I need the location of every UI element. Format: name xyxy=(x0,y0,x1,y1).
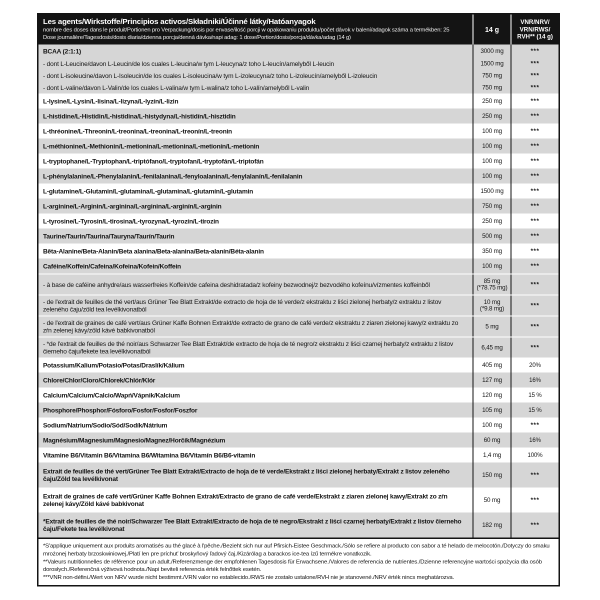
ingredient-label: - dont L-Leucine/davon L-Leucin/de los cuales L-leucina/w tym L-leucyna/z toho L-leucín/amelyből L-leucin xyxy=(39,58,474,70)
amount-cell: 500 mg xyxy=(474,229,512,244)
ingredient-row xyxy=(39,199,559,214)
amount-cell: 3000 mg xyxy=(474,45,512,58)
ingredient-row xyxy=(39,58,559,70)
ingredient-row xyxy=(39,45,559,58)
ingredient-label: Extrait de feuilles de thé vert/Grüner Tee Blatt Extrakt/Extracto de hoja de té verde/Ekstrakt z liści zielonej herbaty/Extrakt z listov zeleného čaju/Zöld tea levélkivonat xyxy=(39,463,474,488)
ingredient-row xyxy=(39,463,559,488)
header-amount-column: 14 g xyxy=(474,15,512,45)
ingredient-label: Calcium/Calcium/Calcio/Wapń/Vápnik/Kalcium xyxy=(39,388,474,403)
nrv-cell: *** xyxy=(530,302,540,310)
ingredient-row xyxy=(39,154,559,169)
header-ingredients-cell xyxy=(39,15,474,45)
ingredient-row xyxy=(39,259,559,274)
ingredient-label: Vitamine B6/Vitamin B6/Vitamina B6/Witamina B6/Vitamín B6/B6-vitamin xyxy=(39,448,474,463)
nrv-cell: *** xyxy=(530,496,540,504)
ingredient-row xyxy=(39,169,559,184)
nrv-cell: 16% xyxy=(529,436,541,444)
nrv-header-line: VRN/RWS/ xyxy=(519,25,551,33)
nutrition-facts-table xyxy=(37,13,560,587)
ingredient-label: - de l'extrait de feuilles de thé vert/aus Grüner Tee Blatt Extrakt/de extracto de hoja de té verde/z ekstraktu z liści zielonej herbaty/z extraktu z listov zeleného čaju/zöld tea levélkivonatból xyxy=(39,296,474,316)
amount-cell: 5 mg xyxy=(474,317,512,337)
amount-cell: 350 mg xyxy=(474,244,512,259)
ingredient-row xyxy=(39,358,559,373)
ingredient-row xyxy=(39,124,559,139)
nrv-cell: *** xyxy=(530,72,540,80)
table-rows xyxy=(39,45,559,538)
nrv-header-line: RVH** (14 g) xyxy=(517,33,553,41)
ingredient-label: Bêta-Alanine/Beta-Alanin/Beta alanina/Beta-alanina/Beta-alanín/Béta-alanin xyxy=(39,244,474,259)
amount-cell: 60 mg xyxy=(474,433,512,448)
ingredient-row xyxy=(39,316,559,337)
ingredient-label: BCAA (2:1:1) xyxy=(39,45,474,58)
ingredient-label: Sodium/Natrium/Sodio/Sód/Sodík/Nátrium xyxy=(39,418,474,433)
nrv-cell: *** xyxy=(530,84,540,92)
amount-cell: 6,45 mg xyxy=(474,338,512,358)
footnote: ***VNR non-défini./Wert von NRV wurde nicht bestimmt./VRN valor no establecido./RWS nie zostało ustalone/RVH nie je stanovené./NRV érték nincs meghatározva. xyxy=(43,573,455,581)
amount-cell: 50 mg xyxy=(474,488,512,513)
nrv-cell: *** xyxy=(530,217,540,225)
amount-cell: 1,4 mg xyxy=(474,448,512,463)
ingredient-label: L-phénylalanine/L-Phenylalanin/L-fenilalanina/L-fenyloalanina/L-fenylalanín/L-fenilalanin xyxy=(39,169,474,184)
ingredient-label: *Extrait de feuilles de thé noir/Schwarzer Tee Blatt Extrakt/Extracto de hoja de té negro/Ekstrakt z liści czarnej herbaty/Extrakt z listov čierneho čaju/Fekete tea levélkivonat xyxy=(39,513,474,538)
ingredient-label: Phosphore/Phosphor/Fósforo/Fosfor/Fosfor/Foszfor xyxy=(39,403,474,418)
amount-cell: 100 mg xyxy=(474,124,512,139)
header-servings-line: nombre des doses dans le produit/Portionen pro Verpackung/dosis por envase/ilość porcji w opakowaniu produktu/počet dávok v balení/adagok száma a termékben: 25 xyxy=(43,26,450,33)
amount-cell: 1500 mg xyxy=(474,184,512,199)
footnotes xyxy=(39,538,559,585)
amount-cell: 100 mg xyxy=(474,418,512,433)
ingredient-label: - de l'extrait de graines de café vert/aus Grüner Kaffe Bohnen Extrakt/de extracto de grano de café verde/z ekstraktu z ziaren zielonej kawy/z extraktu zo zŕn zelenej kávy/zöld kávé babkivonatból xyxy=(39,317,474,337)
ingredient-row xyxy=(39,214,559,229)
ingredient-label: - à base de caféine anhydre/aus wasserfreies Koffein/de cafeina deshidratada/z kofeiny bezwodnej/z bezvodého kofeínu/vízmentes koffeinből xyxy=(39,275,474,295)
ingredient-row xyxy=(39,274,559,295)
amount-cell: 250 mg xyxy=(474,214,512,229)
ingredient-row xyxy=(39,418,559,433)
amount-cell: 100 mg xyxy=(474,169,512,184)
ingredient-label: - *de l'extrait de feuilles de thé noir/aus Schwarzer Tee Blatt Extrakt/de extracto de hoja de té negro/z ekstraktu z liści czarnej herbaty/z extraktu z listov čierneho čaju/fekete tea levélkivonatból xyxy=(39,338,474,358)
amount-cell: 127 mg xyxy=(474,373,512,388)
ingredient-row xyxy=(39,388,559,403)
nrv-cell: *** xyxy=(530,262,540,270)
ingredient-label: L-méthionine/L-Methionin/L-metionina/L-metionina/L-metionín/L-metionin xyxy=(39,139,474,154)
ingredient-label: L-tyrosine/L-Tyrosin/L-tirosina/L-tyrozyna/L-tyrozín/L-tirozin xyxy=(39,214,474,229)
nrv-cell: *** xyxy=(530,281,540,289)
nrv-cell: *** xyxy=(530,232,540,240)
nrv-cell: 100% xyxy=(527,451,543,459)
ingredient-row xyxy=(39,82,559,94)
header-daily-dose-line: Dose journalière/Tagesdosis/dosis diaria/dzienna porcja/denná dávka/napi adag: 1 dose/Portion/dosis/porcja/dávka/adag (14 g) xyxy=(43,33,351,41)
ingredient-label: Taurine/Taurin/Taurina/Tauryna/Taurín/Taurin xyxy=(39,229,474,244)
nrv-cell: 20% xyxy=(529,361,541,369)
nrv-cell: *** xyxy=(530,421,540,429)
ingredient-label: L-arginine/L-Arginin/L-arginina/L-arginina/L-arginín/L-arginin xyxy=(39,199,474,214)
amount-cell: 85 mg (*78.75 mg) xyxy=(474,275,512,295)
nrv-cell: *** xyxy=(530,172,540,180)
ingredient-row xyxy=(39,184,559,199)
ingredient-label: Caféine/Koffein/Cafeina/Kofeina/Kofein/Koffein xyxy=(39,259,474,274)
nrv-cell: *** xyxy=(530,157,540,165)
nrv-cell: *** xyxy=(530,344,540,352)
ingredient-label: L-glutamine/L-Glutamin/L-glutamina/L-glutamina/L-glutamín/L-glutamin xyxy=(39,184,474,199)
amount-cell: 105 mg xyxy=(474,403,512,418)
ingredient-label: L-thréonine/L-Threonin/L-treonina/L-treonina/L-treonín/L-treonin xyxy=(39,124,474,139)
nrv-cell: *** xyxy=(530,521,540,529)
ingredient-label: - dont L-valine/davon L-Valin/de los cuales L-valina/w tym L-walina/z toho L-valín/amelyből L-valin xyxy=(39,82,474,94)
nrv-cell: *** xyxy=(530,112,540,120)
ingredient-row xyxy=(39,448,559,463)
header-title: Les agents/Wirkstoffe/Principios activos/Składniki/Účinné látky/Hatóanyagok xyxy=(43,17,316,26)
nrv-cell: 16% xyxy=(529,376,541,384)
ingredient-row xyxy=(39,139,559,154)
amount-cell: 1500 mg xyxy=(474,58,512,70)
ingredient-label: L-lysine/L-Lysin/L-lisina/L-lizyna/L-lyzín/L-lizin xyxy=(39,94,474,109)
amount-cell: 750 mg xyxy=(474,82,512,94)
footnote: *S'applique uniquement aux produits aromatisés au thé glacé à l'pêche./Bezieht sich nur auf Pfirsich-Eistee Geschmack./Sólo se refiere al producto con sabor a té helado de melocotón./Dotyczy do smaku mrożonej herbaty brzoskwiniowej./Platí len pre príchuť broskyňový ľadový čaj./Kizárólag a barackos ice-tea ízű termékre vonatkozik. xyxy=(43,542,550,558)
nrv-cell: *** xyxy=(530,202,540,210)
ingredient-label: Magnésium/Magnesium/Magnesio/Magnez/Horčík/Magnézium xyxy=(39,433,474,448)
amount-cell: 750 mg xyxy=(474,199,512,214)
nrv-cell: *** xyxy=(530,60,540,68)
amount-cell: 250 mg xyxy=(474,94,512,109)
ingredient-row xyxy=(39,94,559,109)
ingredient-row xyxy=(39,513,559,538)
ingredient-row xyxy=(39,109,559,124)
nrv-cell: *** xyxy=(530,127,540,135)
amount-cell: 750 mg xyxy=(474,70,512,82)
nrv-cell: *** xyxy=(530,247,540,255)
amount-cell: 150 mg xyxy=(474,463,512,488)
nrv-cell: *** xyxy=(530,187,540,195)
nrv-cell: *** xyxy=(530,471,540,479)
ingredient-label: Extrait de graines de café vert/Grüner Kaffe Bohnen Extrakt/Extracto de grano de café verde/Ekstrakt z ziaren zielonej kawy/Extrakt zo zŕn zelenej kávy/Zöld kávé babkivonat xyxy=(39,488,474,513)
amount-cell: 100 mg xyxy=(474,139,512,154)
ingredient-label: L-tryptophane/L-Tryptophan/L-triptófano/L-tryptofan/L-tryptofán/L-triptofán xyxy=(39,154,474,169)
ingredient-row xyxy=(39,373,559,388)
amount-cell: 100 mg xyxy=(474,154,512,169)
ingredient-label: Chlore/Chlor/Cloro/Chlorek/Chlór/Klór xyxy=(39,373,474,388)
ingredient-row xyxy=(39,244,559,259)
table-header xyxy=(39,15,559,45)
amount-cell: 405 mg xyxy=(474,358,512,373)
ingredient-row xyxy=(39,433,559,448)
nrv-cell: *** xyxy=(530,47,540,55)
amount-cell: 182 mg xyxy=(474,513,512,538)
nrv-cell: *** xyxy=(530,142,540,150)
amount-cell: 100 mg xyxy=(474,259,512,274)
ingredient-label: - dont L-isoleucine/davon L-Isoleucin/de los cuales L-isoleucina/w tym L-izoleucyna/z toho L-izoleucín/amelyből L-izoleucin xyxy=(39,70,474,82)
ingredient-row xyxy=(39,488,559,513)
amount-cell: 10 mg (*9.8 mg) xyxy=(474,296,512,316)
ingredient-label: Potassium/Kalium/Potasio/Potas/Draslík/Kálium xyxy=(39,358,474,373)
nrv-cell: *** xyxy=(530,323,540,331)
ingredient-row xyxy=(39,403,559,418)
nrv-cell: 15 % xyxy=(528,391,542,399)
ingredient-label: L-histidine/L-Histidin/L-histidina/L-histydyna/L-histidín/L-hisztidin xyxy=(39,109,474,124)
nrv-header-line: VNR/NRV/ xyxy=(520,18,550,26)
amount-cell: 120 mg xyxy=(474,388,512,403)
header-nrv-column xyxy=(512,15,559,45)
ingredient-row xyxy=(39,295,559,316)
footnote: **Valeurs nutritionnelles de référence pour un adult./Referenzmenge der empfohlenen Tagesdosis für Erwachsene./Valores de referencia de nutrientes./Dzienne referencyjne wartości spożycia dla osób dorosłych./Referenčná výživová hodnota./Napi beviteli referencia érték felnőttek esetén. xyxy=(43,557,542,573)
amount-cell: 250 mg xyxy=(474,109,512,124)
nrv-cell: *** xyxy=(530,97,540,105)
ingredient-row xyxy=(39,229,559,244)
ingredient-row xyxy=(39,70,559,82)
nrv-cell: 15 % xyxy=(528,406,542,414)
ingredient-row xyxy=(39,337,559,358)
